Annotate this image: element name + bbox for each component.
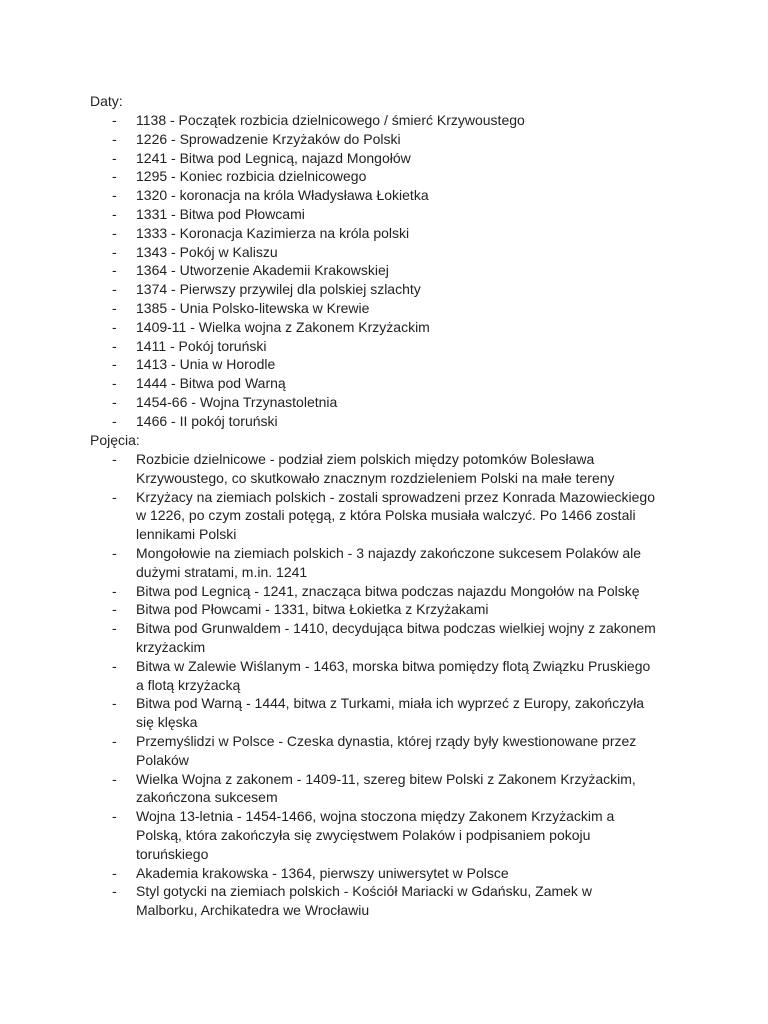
list-dash: - bbox=[112, 544, 117, 561]
list-dash: - bbox=[112, 130, 117, 147]
list-dash: - bbox=[112, 883, 117, 900]
date-item bbox=[90, 299, 690, 318]
date-item-text: 1343 - Pokój w Kaliszu bbox=[136, 243, 278, 260]
date-item bbox=[90, 412, 690, 431]
date-item-text: 1374 - Pierwszy przywilej dla polskiej szlachty bbox=[136, 281, 421, 298]
concept-item bbox=[90, 600, 656, 619]
dates-section bbox=[90, 92, 690, 431]
concept-item bbox=[90, 882, 656, 920]
date-item bbox=[90, 243, 690, 262]
list-dash: - bbox=[112, 243, 117, 260]
dates-heading: Daty: bbox=[90, 93, 123, 109]
concept-item bbox=[90, 657, 656, 695]
concept-item-text: Styl gotycki na ziemiach polskich - Kościół Mariacki w Gdańsku, Zamek w Malborku, Archikatedra we Wrocławiu bbox=[136, 883, 592, 919]
date-item bbox=[90, 167, 690, 186]
list-dash: - bbox=[112, 281, 117, 298]
list-dash: - bbox=[112, 770, 117, 787]
concept-item-text: Wojna 13-letnia - 1454-1466, wojna stoczona między Zakonem Krzyżackim a Polską, która zakończyła się zwycięstwem Polaków i podpisaniem pokoju toruńskiego bbox=[136, 808, 615, 862]
concept-item bbox=[90, 582, 656, 601]
date-item-text: 1411 - Pokój toruński bbox=[136, 337, 267, 354]
concept-item bbox=[90, 694, 656, 732]
list-dash: - bbox=[112, 224, 117, 241]
date-item-text: 1454-66 - Wojna Trzynastoletnia bbox=[136, 393, 338, 410]
list-dash: - bbox=[112, 356, 117, 373]
list-dash: - bbox=[112, 582, 117, 599]
date-item bbox=[90, 130, 690, 149]
list-dash: - bbox=[112, 488, 117, 505]
date-item-text: 1241 - Bitwa pod Legnicą, najazd Mongołów bbox=[136, 149, 411, 166]
date-item-text: 1364 - Utworzenie Akademii Krakowskiej bbox=[136, 262, 389, 279]
concept-item bbox=[90, 770, 656, 808]
list-dash: - bbox=[112, 262, 117, 279]
concept-item-text: Bitwa w Zalewie Wiślanym - 1463, morska bitwa pomiędzy flotą Związku Pruskiego a flotą krzyżacką bbox=[136, 657, 651, 693]
date-item-text: 1466 - II pokój toruński bbox=[136, 412, 278, 429]
date-item bbox=[90, 280, 690, 299]
date-item bbox=[90, 149, 690, 168]
date-item-text: 1320 - koronacja na króla Władysława Łokietka bbox=[136, 187, 429, 204]
concept-item bbox=[90, 544, 656, 582]
list-dash: - bbox=[112, 620, 117, 637]
list-dash: - bbox=[112, 112, 117, 128]
list-dash: - bbox=[112, 337, 117, 354]
date-item bbox=[90, 205, 690, 224]
list-dash: - bbox=[112, 451, 117, 467]
list-dash: - bbox=[112, 601, 117, 618]
concept-item-text: Przemyślidzi w Polsce - Czeska dynastia, której rządy były kwestionowane przez Polaków bbox=[136, 732, 637, 768]
concept-item-text: Bitwa pod Płowcami - 1331, bitwa Łokietka z Krzyżakami bbox=[136, 601, 489, 618]
list-dash: - bbox=[112, 412, 117, 429]
concept-item-text: Krzyżacy na ziemiach polskich - zostali sprowadzeni przez Konrada Mazowieckiego w 1226, po czym zostali potęgą, z która Polska musiała walczyć. Po 1466 zostali lennikami Polski bbox=[136, 488, 656, 543]
list-dash: - bbox=[112, 657, 117, 674]
list-dash: - bbox=[112, 808, 117, 825]
date-item-text: 1409-11 - Wielka wojna z Zakonem Krzyżackim bbox=[136, 318, 430, 335]
concepts-heading: Pojęcia: bbox=[90, 432, 140, 448]
list-dash: - bbox=[112, 149, 117, 166]
date-item bbox=[90, 318, 690, 337]
date-item-text: 1331 - Bitwa pod Płowcami bbox=[136, 205, 305, 222]
date-item-text: 1226 - Sprowadzenie Krzyżaków do Polski bbox=[136, 130, 401, 147]
concept-item-text: Rozbicie dzielnicowe - podział ziem polskich między potomków Bolesława Krzywoustego, co skutkowało znacznym rozdzieleniem Polski na małe tereny bbox=[136, 451, 615, 486]
list-dash: - bbox=[112, 695, 117, 712]
dates-list bbox=[90, 111, 690, 431]
date-item bbox=[90, 337, 690, 356]
concept-item-text: Bitwa pod Grunwaldem - 1410, decydująca bitwa podczas wielkiej wojny z zakonem krzyżackim bbox=[136, 620, 656, 655]
concept-item bbox=[90, 864, 656, 883]
date-item-text: 1138 - Początek rozbicia dzielnicowego / śmierć Krzywoustego bbox=[136, 112, 525, 128]
concept-item-text: Mongołowie na ziemiach polskich - 3 najazdy zakończone sukcesem Polaków ale dużymi stratami, m.in. 1241 bbox=[136, 544, 642, 580]
list-dash: - bbox=[112, 318, 117, 335]
concept-item bbox=[90, 619, 656, 657]
date-item-text: 1413 - Unia w Horodle bbox=[136, 356, 276, 373]
date-item-text: 1333 - Koronacja Kazimierza na króla polski bbox=[136, 224, 410, 241]
list-dash: - bbox=[112, 732, 117, 749]
concept-item-text: Bitwa pod Warną - 1444, bitwa z Turkami, miała ich wyprzeć z Europy, zakończyła się klęska bbox=[136, 695, 645, 731]
concept-item-text: Bitwa pod Legnicą - 1241, znacząca bitwa podczas najazdu Mongołów na Polskę bbox=[136, 582, 640, 599]
concept-item-text: Wielka Wojna z zakonem - 1409-11, szereg bitew Polski z Zakonem Krzyżackim, zakończona sukcesem bbox=[136, 770, 636, 806]
list-dash: - bbox=[112, 375, 117, 392]
date-item bbox=[90, 111, 690, 130]
date-item-text: 1444 - Bitwa pod Warną bbox=[136, 375, 286, 392]
list-dash: - bbox=[112, 168, 117, 185]
list-dash: - bbox=[112, 299, 117, 316]
concept-item bbox=[90, 450, 656, 488]
concepts-section bbox=[90, 431, 690, 920]
date-item bbox=[90, 224, 690, 243]
date-item bbox=[90, 261, 690, 280]
date-item bbox=[90, 186, 690, 205]
date-item bbox=[90, 393, 690, 412]
date-item-text: 1295 - Koniec rozbicia dzielnicowego bbox=[136, 168, 367, 185]
concepts-list bbox=[90, 450, 690, 920]
list-dash: - bbox=[112, 187, 117, 204]
date-item bbox=[90, 374, 690, 393]
date-item bbox=[90, 355, 690, 374]
concept-item bbox=[90, 732, 656, 770]
list-dash: - bbox=[112, 393, 117, 410]
list-dash: - bbox=[112, 205, 117, 222]
date-item-text: 1385 - Unia Polsko-litewska w Krewie bbox=[136, 299, 370, 316]
list-dash: - bbox=[112, 864, 117, 881]
concept-item bbox=[90, 488, 656, 544]
concept-item-text: Akademia krakowska - 1364, pierwszy uniwersytet w Polsce bbox=[136, 864, 509, 881]
concept-item bbox=[90, 807, 656, 863]
